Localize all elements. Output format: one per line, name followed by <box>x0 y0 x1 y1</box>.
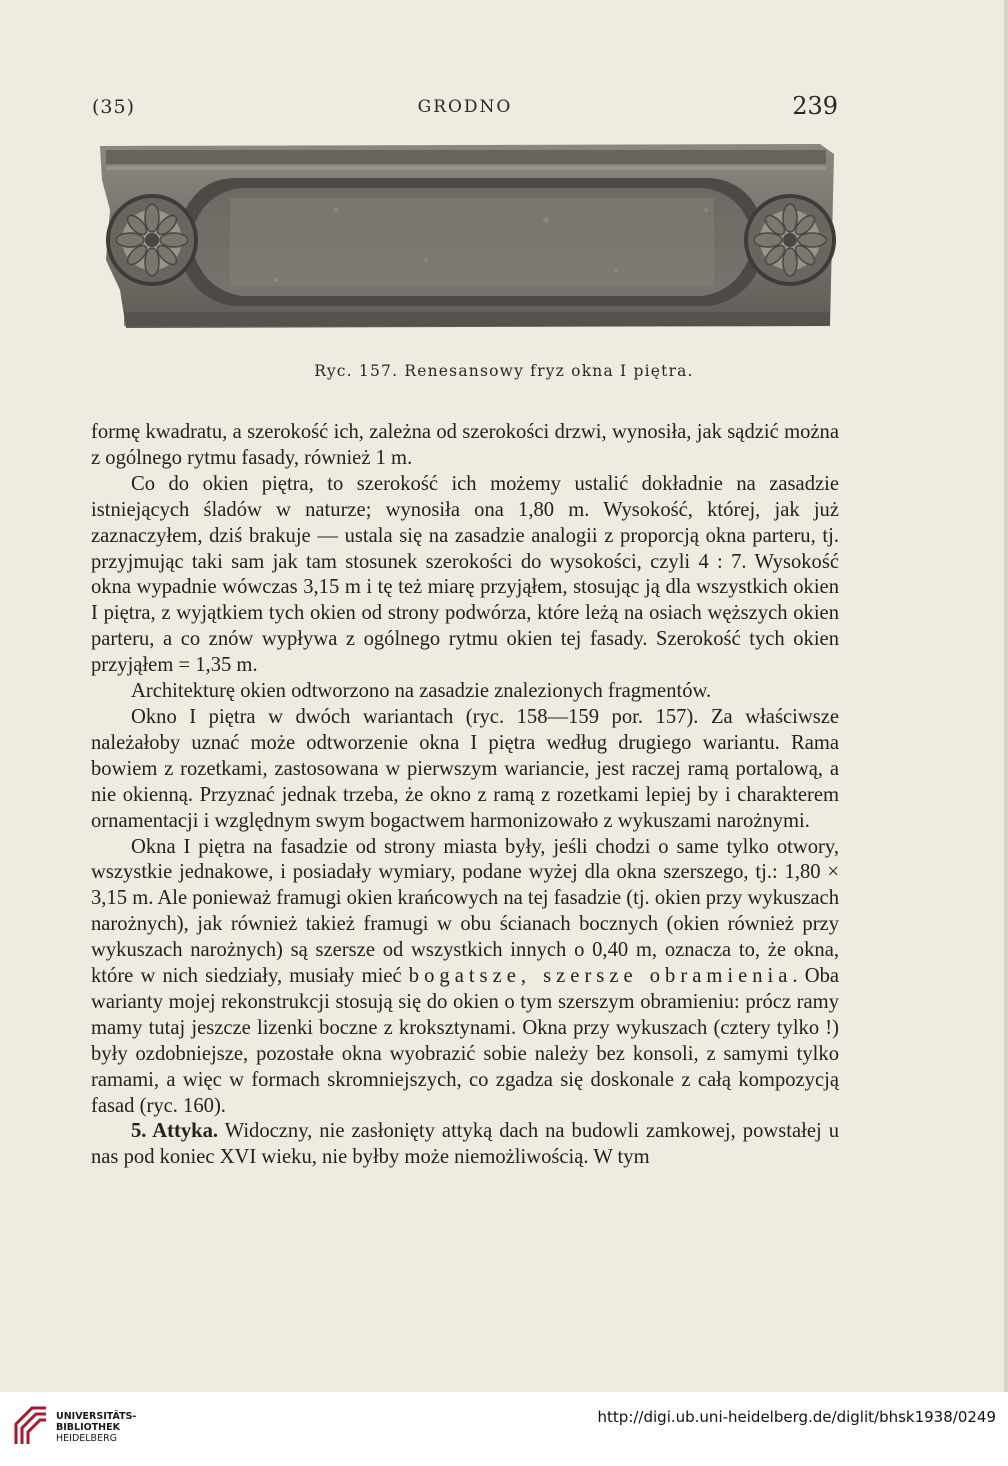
right-rosette <box>746 196 834 284</box>
library-name-line: UNIVERSITÄTS- <box>56 1411 137 1422</box>
left-rosette <box>108 196 196 284</box>
page-number: 239 <box>792 92 838 120</box>
paragraph: Okno I piętra w dwóch wariantach (ryc. 158—159 por. 157). Za właściwsze należałoby uznać może odtworzenie okna I piętra według drugiego wariantu. Rama bowiem z rozetkami, zastosowana w pierwszym wariancie, jest raczej ramą portalową, a nie okienną. Przyznać jednak trzeba, że okno z ramą z rozetkami lepiej by i charakterem ornamentacji i względnym swym bogactwem harmonizowało z wykuszami narożnymi. <box>91 705 839 832</box>
paragraph-text: Widoczny, nie zasłonięty attyką dach na budowli zamkowej, powstałej u nas pod koniec XVI wieku, nie byłby może niemożliwością. W tym <box>91 1120 839 1169</box>
source-url-link[interactable]: http://digi.ub.uni-heidelberg.de/diglit/bhsk1938/0249 <box>597 1408 996 1426</box>
ub-heidelberg-logo-icon <box>12 1404 48 1448</box>
frieze-image <box>96 140 838 335</box>
paragraph-text: Okna I piętra na fasadzie od strony miasta były, jeśli chodzi o same tylko otwory, wszystkie jednakowe, i posiadały wymiary, podane wyżej dla okna szerszego, tj.: 1,80 × 3,15 m. Ale ponieważ framugi okien krańcowych na tej fasadzie (tj. okien przy wykuszach narożnych), jak również takież framugi w obu ścianach bocznych (okien również przy wykuszach narożnych) są szersze od wszystkich innych o 0,40 m, oznacza to, że okna, które w nich siedziały, musiały mieć <box>91 835 839 988</box>
figure-caption: Ryc. 157. Renesansowy fryz okna I piętra. <box>314 362 694 380</box>
library-name-line: HEIDELBERG <box>56 1433 118 1444</box>
paragraph: Architekturę okien odtworzono na zasadzie znalezionych fragmentów. <box>131 680 712 703</box>
library-name-line: BIBLIOTHEK <box>56 1422 120 1433</box>
paragraph <box>91 1119 839 1171</box>
library-name <box>56 1411 136 1444</box>
footer-bar <box>0 1392 1008 1466</box>
paragraph: formę kwadratu, a szerokość ich, zależna od szerokości drzwi, wynosiła, jak sądzić można z ogólnego rytmu fasady, również 1 m. <box>91 421 839 469</box>
body-text <box>91 420 839 1171</box>
running-title: GRODNO <box>417 97 513 117</box>
paragraph <box>91 835 839 1120</box>
paragraph: Co do okien piętra, to szerokość ich możemy ustalić dokładnie na zasadzie istniejących śladów w naturze; wynosiła ona 1,80 m. Wysokość, której, jak już zaznaczyłem, dziś brakuje — ustala się na zasadzie analogii z proporcją okna parteru, tj. przyjmując taki sam jak tam stosunek szerokości do wysokości, czyli 4 : 7. Wysokość okna wypadnie wówczas 3,15 m i tę też miarę przyjąłem, stosując ją dla wszystkich okien I piętra, z wyjątkiem tych okien od strony podwórza, które leżą na osiach węższych okien parteru, a co znów wypływa z ogólnego rytmu okien tej fasady. Szerokość tych okien przyjąłem = 1,35 m. <box>91 472 839 677</box>
spaced-emphasis: bogatsze, szersze obramienia <box>408 965 793 988</box>
frieze-photograph <box>96 140 838 335</box>
section-heading: 5. Attyka. <box>131 1120 219 1143</box>
running-head <box>92 92 838 122</box>
paragraph-text: . Oba warianty mojej rekonstrukcji stosują się do okien o tym szerszym obramieniu: prócz ramy mamy tutaj jeszcze lizenki boczne z kroksztynami. Okna przy wykuszach (cztery tylko !) były ozdobniejsze, pozostałe okna wyobrazić sobie należy bez konsoli, z samymi tylko ramami, a więc w formach skromniejszych, co zgadza się doskonale z całą kompozycją fasad (ryc. 160). <box>91 965 840 1117</box>
section-number: (35) <box>92 96 136 118</box>
